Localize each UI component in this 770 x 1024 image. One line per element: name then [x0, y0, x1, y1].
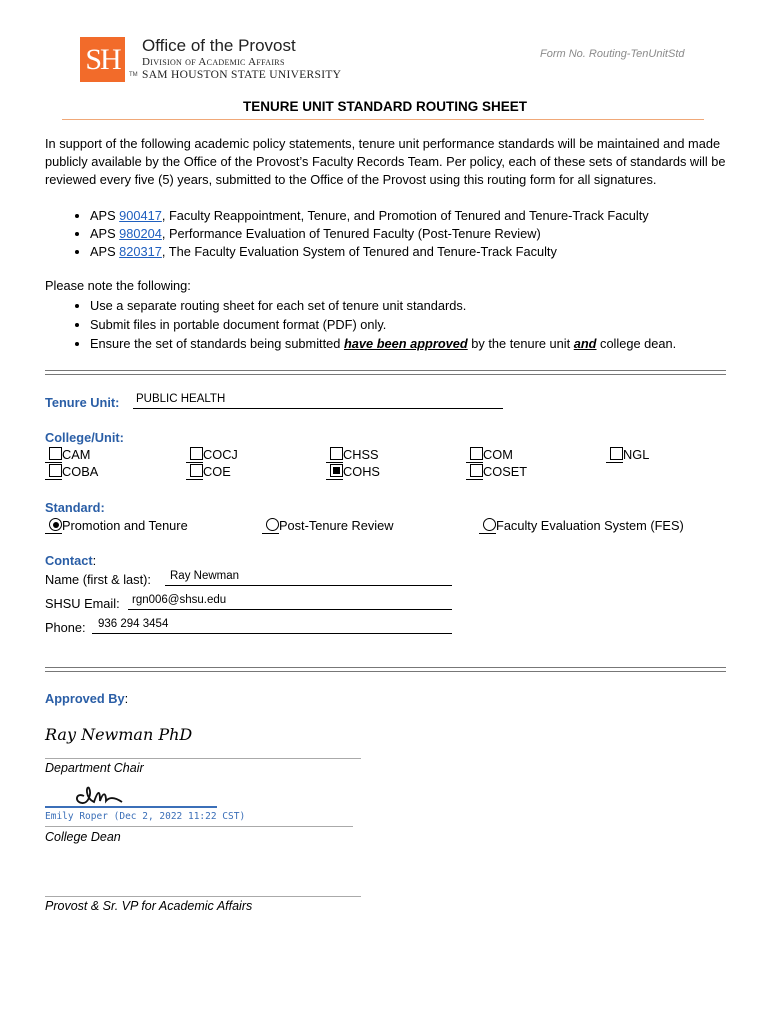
contact-heading: Contact:	[45, 553, 97, 568]
checkbox-icon	[330, 447, 343, 460]
checkbox-coset[interactable]: COSET	[466, 464, 527, 480]
radio-post-tenure-review[interactable]: Post-Tenure Review	[262, 518, 394, 534]
checkbox-checked-icon	[330, 464, 343, 477]
checkbox-icon	[49, 447, 62, 460]
dean-signature-mark	[70, 784, 130, 808]
checkbox-icon	[49, 464, 62, 477]
tenure-unit-label: Tenure Unit:	[45, 395, 120, 410]
chair-role: Department Chair	[45, 761, 144, 775]
checkbox-icon	[610, 447, 623, 460]
checkbox-icon	[190, 447, 203, 460]
email-label: SHSU Email:	[45, 596, 120, 611]
dean-signature-line[interactable]	[45, 826, 353, 827]
radio-selected-icon	[49, 518, 62, 531]
dean-signature-underline	[45, 806, 217, 808]
notes-heading: Please note the following:	[45, 278, 191, 293]
aps-link[interactable]: 820317	[119, 243, 162, 259]
section-divider	[45, 667, 726, 672]
checkbox-com[interactable]: COM	[466, 447, 513, 463]
approved-by-heading: Approved By:	[45, 691, 129, 706]
radio-icon	[483, 518, 496, 531]
college-label: College/Unit:	[45, 430, 124, 445]
shsu-logo: SH	[80, 37, 125, 82]
name-label: Name (first & last):	[45, 572, 151, 587]
aps-item: • APS 980204, Performance Evaluation of Tenured Faculty (Post-Tenure Review)	[90, 225, 750, 243]
aps-item: • APS 900417, Faculty Reappointment, Tenure, and Promotion of Tenured and Tenure-Track Faculty	[90, 207, 750, 225]
title-divider	[62, 119, 704, 120]
aps-link[interactable]: 980204	[119, 225, 162, 241]
radio-promotion-tenure[interactable]: Promotion and Tenure	[45, 518, 188, 534]
checkbox-coba[interactable]: COBA	[45, 464, 98, 480]
office-name: Office of the Provost	[142, 36, 296, 55]
name-field[interactable]: Ray Newman	[165, 570, 452, 586]
provost-role: Provost & Sr. VP for Academic Affairs	[45, 899, 253, 913]
form-number: Form No. Routing-TenUnitStd	[540, 48, 685, 60]
chair-signature-line[interactable]	[45, 758, 361, 759]
note-item: • Ensure the set of standards being submitted have been approved by the tenure unit and college dean.	[90, 334, 770, 353]
university-name: SAM HOUSTON STATE UNIVERSITY	[142, 69, 342, 81]
section-divider	[45, 370, 726, 375]
standard-label: Standard:	[45, 500, 105, 515]
dean-signature-caption: Emily Roper (Dec 2, 2022 11:22 CST)	[45, 811, 246, 822]
radio-fes[interactable]: Faculty Evaluation System (FES)	[479, 518, 684, 534]
notes-list	[66, 296, 770, 353]
email-field[interactable]: rgn006@shsu.edu	[128, 594, 452, 610]
aps-item: • APS 820317, The Faculty Evaluation System of Tenured and Tenure-Track Faculty	[90, 243, 750, 261]
checkbox-coe[interactable]: COE	[186, 464, 231, 480]
radio-icon	[266, 518, 279, 531]
chair-signature: Ray Newman PhD	[45, 725, 193, 744]
checkbox-icon	[470, 464, 483, 477]
checkbox-icon	[470, 447, 483, 460]
checkbox-cam[interactable]: CAM	[45, 447, 90, 463]
checkbox-cohs[interactable]: COHS	[326, 464, 380, 480]
provost-signature-line[interactable]	[45, 896, 361, 897]
dean-role: College Dean	[45, 830, 121, 844]
aps-list	[66, 207, 750, 260]
document-title: TENURE UNIT STANDARD ROUTING SHEET	[242, 99, 527, 114]
division-name: Division of Academic Affairs	[142, 56, 285, 68]
tenure-unit-field[interactable]: PUBLIC HEALTH	[133, 393, 503, 409]
checkbox-ngl[interactable]: NGL	[606, 447, 649, 463]
checkbox-icon	[190, 464, 203, 477]
note-item: • Use a separate routing sheet for each set of tenure unit standards.	[90, 296, 770, 315]
checkbox-cocj[interactable]: COCJ	[186, 447, 238, 463]
phone-field[interactable]: 936 294 3454	[92, 618, 452, 634]
aps-link[interactable]: 900417	[119, 208, 162, 223]
phone-label: Phone:	[45, 620, 86, 635]
intro-paragraph: In support of the following academic policy statements, tenure unit performance standards will be maintained and made publicly available by the Office of the Provost’s Faculty Records Team. Per policy, each of these sets of standards will be reviewed every five (5) years, submitted to the Office of the Provost using this routing form for all signatures.	[45, 136, 726, 187]
checkbox-chss[interactable]: CHSS	[326, 447, 379, 463]
note-item: • Submit files in portable document format (PDF) only.	[90, 315, 770, 334]
trademark-mark: TM	[129, 72, 138, 78]
